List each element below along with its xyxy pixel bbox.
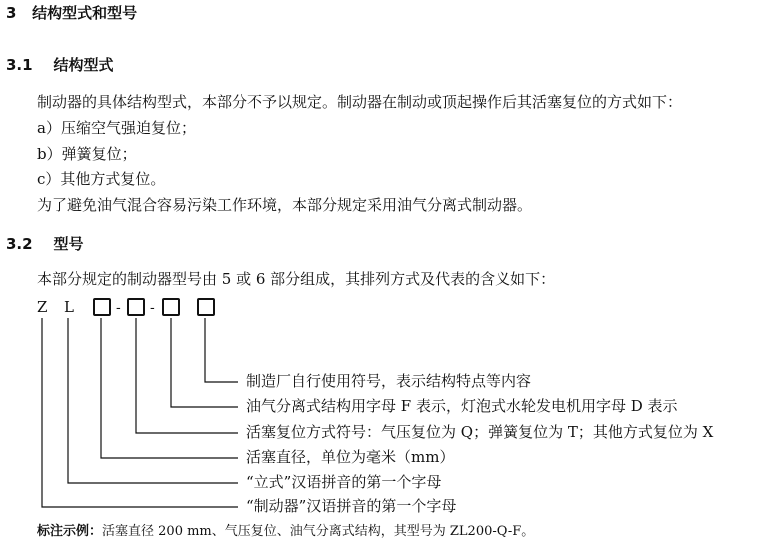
section-3-1-conclusion: 为了避免油气混合容易污染工作环境，本部分规定采用油气分离式制动器。 (37, 196, 533, 214)
connector-manufacturer (205, 318, 238, 382)
legend-reset-method: 活塞复位方式符号：气压复位为 Q；弹簧复位为 T；其他方式复位为 X (246, 423, 714, 441)
reset-method-item-b: b）弹簧复位； (37, 145, 137, 163)
code-letter-l: L (64, 298, 74, 316)
section-3-2-title: 型号 (53, 235, 84, 253)
section-3-2-intro: 本部分规定的制动器型号由 5 或 6 部分组成，其排列方式及代表的含义如下： (37, 270, 556, 288)
example-note (37, 525, 534, 538)
section-3-1-number: 3.1 (6, 56, 33, 74)
connector-reset-method (136, 318, 238, 433)
reset-method-item-c: c）其他方式复位。 (37, 170, 166, 188)
legend-piston-diameter: 活塞直径，单位为毫米（mm） (246, 448, 455, 466)
legend-structure: 油气分离式结构用字母 F 表示，灯泡式水轮发电机用字母 D 表示 (246, 397, 678, 415)
connector-z (42, 318, 238, 507)
code-letter-z: Z (37, 298, 48, 316)
section-3-number: 3 (6, 4, 17, 22)
legend-letter-l: “立式”汉语拼音的第一个字母 (246, 473, 442, 491)
reset-method-item-a: a）压缩空气强迫复位； (37, 119, 196, 137)
legend-letter-z: “制动器”汉语拼音的第一个字母 (246, 497, 457, 515)
code-dash-1: - (116, 300, 121, 316)
example-label: 标注示例： (37, 524, 103, 539)
section-3-1-intro: 制动器的具体结构型式，本部分不予以规定。制动器在制动或顶起操作后其活塞复位的方式如下： (37, 93, 683, 111)
example-text: 活塞直径 200 mm、气压复位、油气分离式结构，其型号为 ZL200-Q-F。 (102, 524, 535, 539)
legend-manufacturer: 制造厂自行使用符号，表示结构特点等内容 (246, 372, 532, 390)
section-3-title: 结构型式和型号 (32, 4, 138, 22)
section-3-2-number: 3.2 (6, 235, 33, 253)
code-dash-2: - (150, 300, 155, 316)
section-3-1-title: 结构型式 (53, 56, 114, 74)
connector-piston-diameter (101, 318, 238, 458)
